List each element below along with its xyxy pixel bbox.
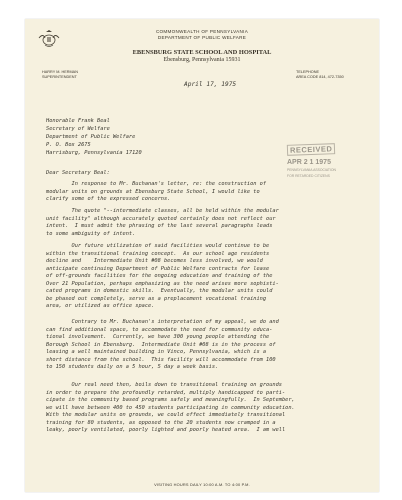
superintendent-title: SUPERINTENDENT — [42, 75, 77, 79]
letterhead-institution: EBENSBURG STATE SCHOOL AND HOSPITAL — [132, 49, 272, 56]
body-line: to 150 students daily on a 5 hour, 5 day a week basis. — [46, 364, 219, 370]
body-line: modular units on grounds at Ebensburg State School, I would like to — [46, 188, 260, 195]
letter-page — [25, 19, 379, 492]
body-line: training for 80 students, as opposed to the 20 students now cramped in a — [46, 419, 276, 426]
address-line: Harrisburg, Pennsylvania 17120 — [46, 150, 142, 156]
body-line: Our real need then, boils down to transitional training on grounds — [46, 382, 282, 388]
body-line: cipate in the community based programs safely and meaningfully. In September, — [46, 397, 295, 403]
address-line: Secretary of Welfare — [46, 126, 110, 132]
address-line: Honorable Frank Beal — [46, 118, 110, 124]
body-line: leasing a well maintained building in Vinco, Pennsylvania, which is a — [46, 349, 267, 355]
stamp-received: RECEIVED — [287, 143, 336, 156]
body-line: to some ambiguity of intent. — [46, 230, 136, 237]
body-line: within the transitional training concept. As our school age residents — [46, 250, 270, 257]
body-line: we will have between 400 to 450 students participating in community education. — [46, 404, 295, 411]
telephone-label: TELEPHONE — [296, 70, 319, 74]
body-line: The quote "--intermediate classes, all be held within the modular — [46, 208, 279, 214]
body-line: of off-grounds facilities for the ongoing education and training of the — [46, 273, 273, 279]
address-line: Department of Public Welfare — [46, 134, 136, 140]
body-line: Over 21 Population, perhaps emphasizing as the need arises more sophisti- — [46, 280, 279, 287]
telephone-number: AREA CODE 814, 472-7350 — [296, 75, 344, 79]
body-line: Contrary to Mr. Buchanan's interpretation of my appeal, we do and — [46, 319, 279, 325]
body-line: decline and Intermediate Unit #08 becomes less involved, we would — [46, 258, 263, 264]
letterhead-commonwealth: COMMONWEALTH OF PENNSYLVANIA — [155, 29, 249, 34]
letter-date: April 17, 1975 — [184, 81, 237, 88]
footer-visiting-hours: VISITING HOURS DAILY 10:00 A.M. TO 4:00 P.M. — [154, 482, 250, 487]
letterhead-department: DEPARTMENT OF PUBLIC WELFARE — [157, 35, 247, 40]
body-line: intent. I must admit the phrasing of the last several paragraphs leads — [46, 223, 273, 229]
stamp-line-2: FOR RETARDED CITIZENS — [287, 174, 330, 178]
body-line: clarify some of the expressed concerns. — [46, 196, 171, 202]
body-line: leaky, poorly ventilated, poorly lighted and poorly heated area. I am well — [46, 427, 286, 433]
body-line: in order to prepare the profoundly retarded, multiply handicapped to parti- — [46, 389, 286, 396]
body-line: short distance from the school. This facility will accommodate from 100 — [46, 356, 276, 363]
body-line: With the modular units on grounds, we could effect immediately transitional — [46, 412, 286, 418]
body-line: tional involvement. Currently, we have 300 young people attending the — [46, 334, 270, 340]
body-line: cated programs in domestic skills. Eventually, the modular units could — [46, 288, 273, 294]
stamp-date: APR 2 1 1975 — [287, 159, 331, 166]
salutation: Dear Secretary Beal: — [46, 170, 110, 176]
body-line: In response to Mr. Buchanan's letter, re: the construction of — [46, 181, 267, 187]
stamp-line-1: PENNSYLVANIA ASSOCIATION — [287, 168, 336, 172]
letterhead-city: Ebensburg, Pennsylvania 15931 — [163, 57, 241, 63]
body-line: unit facility" although accurately quoted certainly does not reflect our — [46, 215, 276, 222]
superintendent-name: HARRY M. HERMAN — [42, 70, 78, 74]
body-line: anticipate continuing Department of Public Welfare contracts for lease — [46, 265, 270, 272]
letter-body — [46, 19, 376, 492]
body-line: be phased out completely, serve as a preplacement vocational training — [46, 295, 267, 302]
body-line: can find additional space, to accommodate the need for community educa- — [46, 326, 273, 333]
address-line: P. O. Box 2675 — [46, 142, 91, 148]
body-line: area, or utilized as office space. — [46, 303, 155, 309]
body-line: Borough School in Ebensburg. Intermediate Unit #08 is in the process of — [46, 341, 276, 348]
body-line: Our future utilization of said facilities would continue to be — [46, 243, 270, 249]
